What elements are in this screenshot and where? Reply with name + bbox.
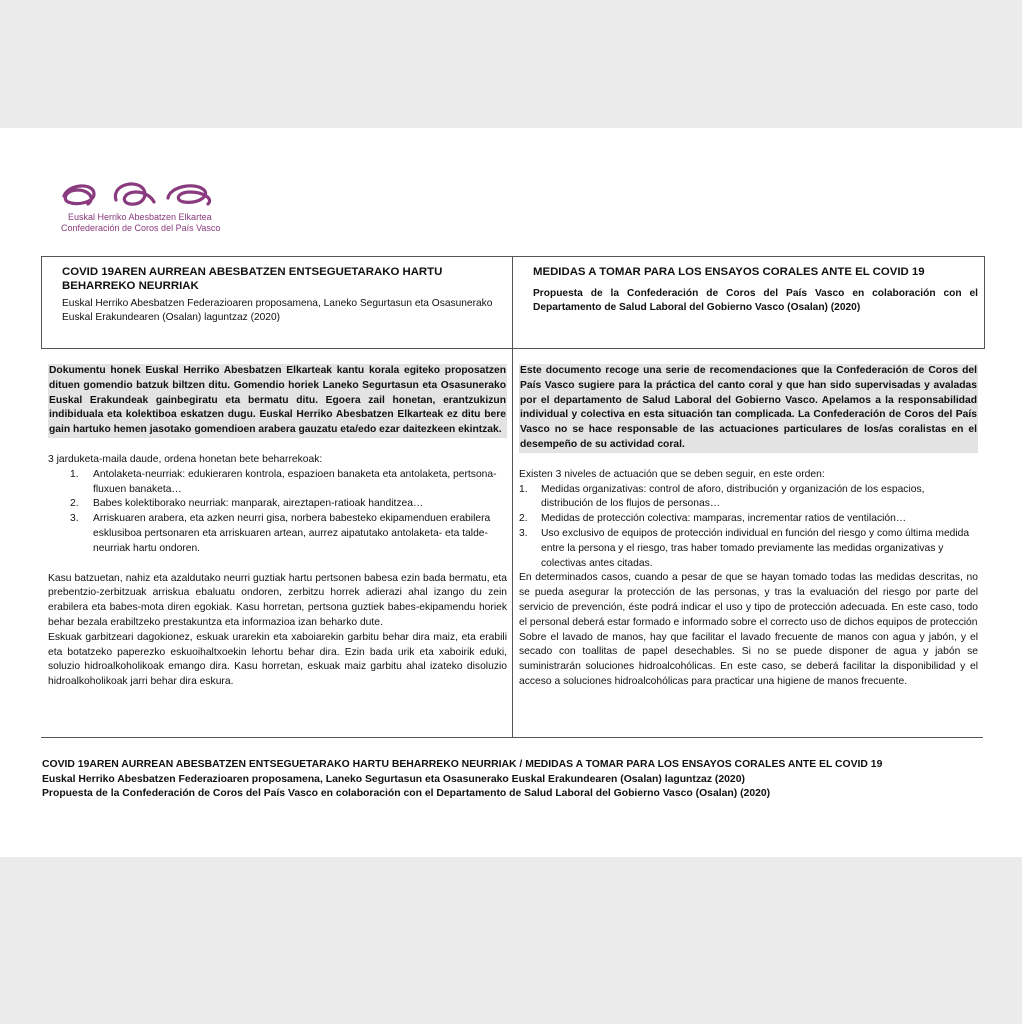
footer-basque-credit: Euskal Herriko Abesbatzen Federazioaren proposamena, Laneko Segurtasun eta Osasunerako Euskal Erakundearen (Osalan) laguntzaz (2020) [42, 773, 745, 785]
footer-spanish-credit: Propuesta de la Confederación de Coros del País Vasco en colaboración con el Departamento de Salud Laboral del Gobierno Vasco (Osalan) (2020) [42, 788, 771, 799]
logo-line-basque: Euskal Herriko Abesbatzen Elkartea [68, 212, 212, 222]
list-item: 1. Antolaketa-neurriak: edukieraren kontrola, espazioen banaketa eta antolaketa, pertsona-fluxuen banaketa… [70, 468, 497, 495]
spanish-levels-list [519, 483, 978, 572]
list-item: 3. Uso exclusivo de equipos de protección individual en función del riesgo y como última medida entre la persona y el riesgo, tras haber tomado previamente las medidas organizativas y colectivas antes citadas. [519, 527, 970, 569]
column-divider [512, 347, 513, 738]
title-box [41, 256, 985, 349]
title-box-divider [512, 257, 513, 348]
logo-text [61, 212, 238, 234]
title-spanish-heading: MEDIDAS A TOMAR PARA LOS ENSAYOS CORALES ANTE EL COVID 19 [533, 266, 925, 278]
footer-caption [42, 758, 882, 802]
basque-levels-intro: 3 jarduketa-maila daude, ordena honetan bete beharrekoak: [48, 453, 323, 465]
title-spanish [533, 265, 978, 314]
choir-logo-icon [58, 176, 228, 212]
title-spanish-subtitle: Propuesta de la Confederación de Coros del País Vasco en colaboración con el Departamento de Salud Laboral del Gobierno Vasco (Osalan) (2020) [533, 288, 978, 313]
list-item: 2. Medidas de protección colectiva: mamparas, incrementar ratios de ventilación… [519, 513, 907, 525]
list-item: 2. Babes kolektiborako neurriak: manparak, aireztapen-ratioak handitzea… [70, 498, 424, 510]
basque-levels-list [48, 468, 507, 557]
spanish-column [519, 364, 978, 690]
title-basque [62, 265, 502, 324]
spanish-paragraph-handwashing: Sobre el lavado de manos, hay que facilitar el lavado frecuente de manos con agua y jabón, y el secado con toallitas de papel desechables. Si no se puede disponer de agua y jabón se suministrarán soluciones hidroalcohólicas. En este caso, se deberá facilitar la disponibilidad y el acceso a soluciones hidroalcohólicas para practicar una higiene de manos frecuente. [519, 631, 978, 687]
list-item: 3. Arriskuaren arabera, eta azken neurri gisa, norbera babesteko ekipamenduen erabilera esklusiboa pertsonaren eta arriskuaren artean, aurrez aipatutako antolaketa- eta talde-neurriak hartu ondoren. [70, 513, 491, 554]
document-page [0, 128, 1022, 857]
basque-intro: Dokumentu honek Euskal Herriko Abesbatzen Elkarteak kantu korala egiteko proposatzen dituen gomendio batzuk biltzen ditu. Gomendio horiek Laneko Segurtasun eta Osasunerako Euskal Erakundeak gainbegiratu eta bermatu ditu. Egoera zail honetan, erantzukizun indibiduala eta kolektiboa eskatzen dugu. Euskal Herriko Abesbatzen Elkarteak ez ditu bere gain hartuko hemen jasotako gomendioen arabera gauzatu eta/edo ezar daitezkeen ekintzak. [48, 364, 507, 438]
basque-column [48, 364, 507, 690]
title-basque-heading: COVID 19AREN AURREAN ABESBATZEN ENTSEGUETARAKO HARTU BEHARREKO NEURRIAK [62, 266, 443, 292]
federation-logo [58, 176, 238, 234]
spanish-levels-intro: Existen 3 niveles de actuación que se deben seguir, en este orden: [519, 468, 825, 480]
basque-paragraph-handwashing: Eskuak garbitzeari dagokionez, eskuak urarekin eta xaboiarekin garbitu behar dira maiz, eta erabili eta botatzeko paperezko eskuoihaltxoekin lehortu behar dira. Ezin bada urik eta xaboirik eduki, soluzio hidroalkoholikoak emango dira. Kasu horretan, eskuak maiz garbitu ahal izateko disoluzio hidroalkoholikoak jarri behar dira eskura. [48, 631, 507, 688]
title-basque-subtitle: Euskal Herriko Abesbatzen Federazioaren proposamena, Laneko Segurtasun eta Osasunerako Euskal Erakundearen (Osalan) laguntzaz (2020) [62, 298, 493, 323]
logo-line-spanish: Confederación de Coros del País Vasco [61, 223, 221, 233]
list-item: 1. Medidas organizativas: control de aforo, distribución y organización de los espacios, distribución de los flujos de personas… [519, 483, 925, 510]
spanish-paragraph-protection: En determinados casos, cuando a pesar de que se hayan tomado todas las medidas descritas, no se pueda asegurar la protección de las personas, y tras la evaluación del riesgo por parte del servicio de prevención, éste podrá indicar el uso y tipo de protección adecuada. En este caso, todo el personal deberá estar formado e informado sobre el correcto uso de dichos equipos de protección [519, 572, 978, 628]
bottom-rule [41, 737, 983, 738]
spanish-intro: Este documento recoge una serie de recomendaciones que la Confederación de Coros del País Vasco sugiere para la práctica del canto coral y que han sido supervisadas y avaladas por el departamento de Salud Laboral del Gobierno Vasco. Apelamos a la responsabilidad individual y colectiva en esta situación tan complicada. La Confederación de Coros del País Vasco no se hace responsable de las actuaciones particulares de los/as coralistas en el desempeño de su actividad coral. [519, 364, 978, 453]
footer-title: COVID 19AREN AURREAN ABESBATZEN ENTSEGUETARAKO HARTU BEHARREKO NEURRIAK / MEDIDAS A TOMAR PARA LOS ENSAYOS CORALES ANTE EL COVID 19 [42, 759, 883, 770]
basque-paragraph-protection: Kasu batzuetan, nahiz eta azaldutako neurri guztiak hartu pertsonen babesa ezin bada bermatu, eta prebentzio-zerbitzuak arriskua ebaluatu ondoren, zerbitzu horrek adierazi ahal izango du zein erabilera eta babes-mota diren egokiak. Kasu horretan, pertsona guztiek babes-ekipamendu horiek behar bezala erabiltzeko prestakuntza eta informazioa izan beharko dute. [48, 572, 507, 628]
